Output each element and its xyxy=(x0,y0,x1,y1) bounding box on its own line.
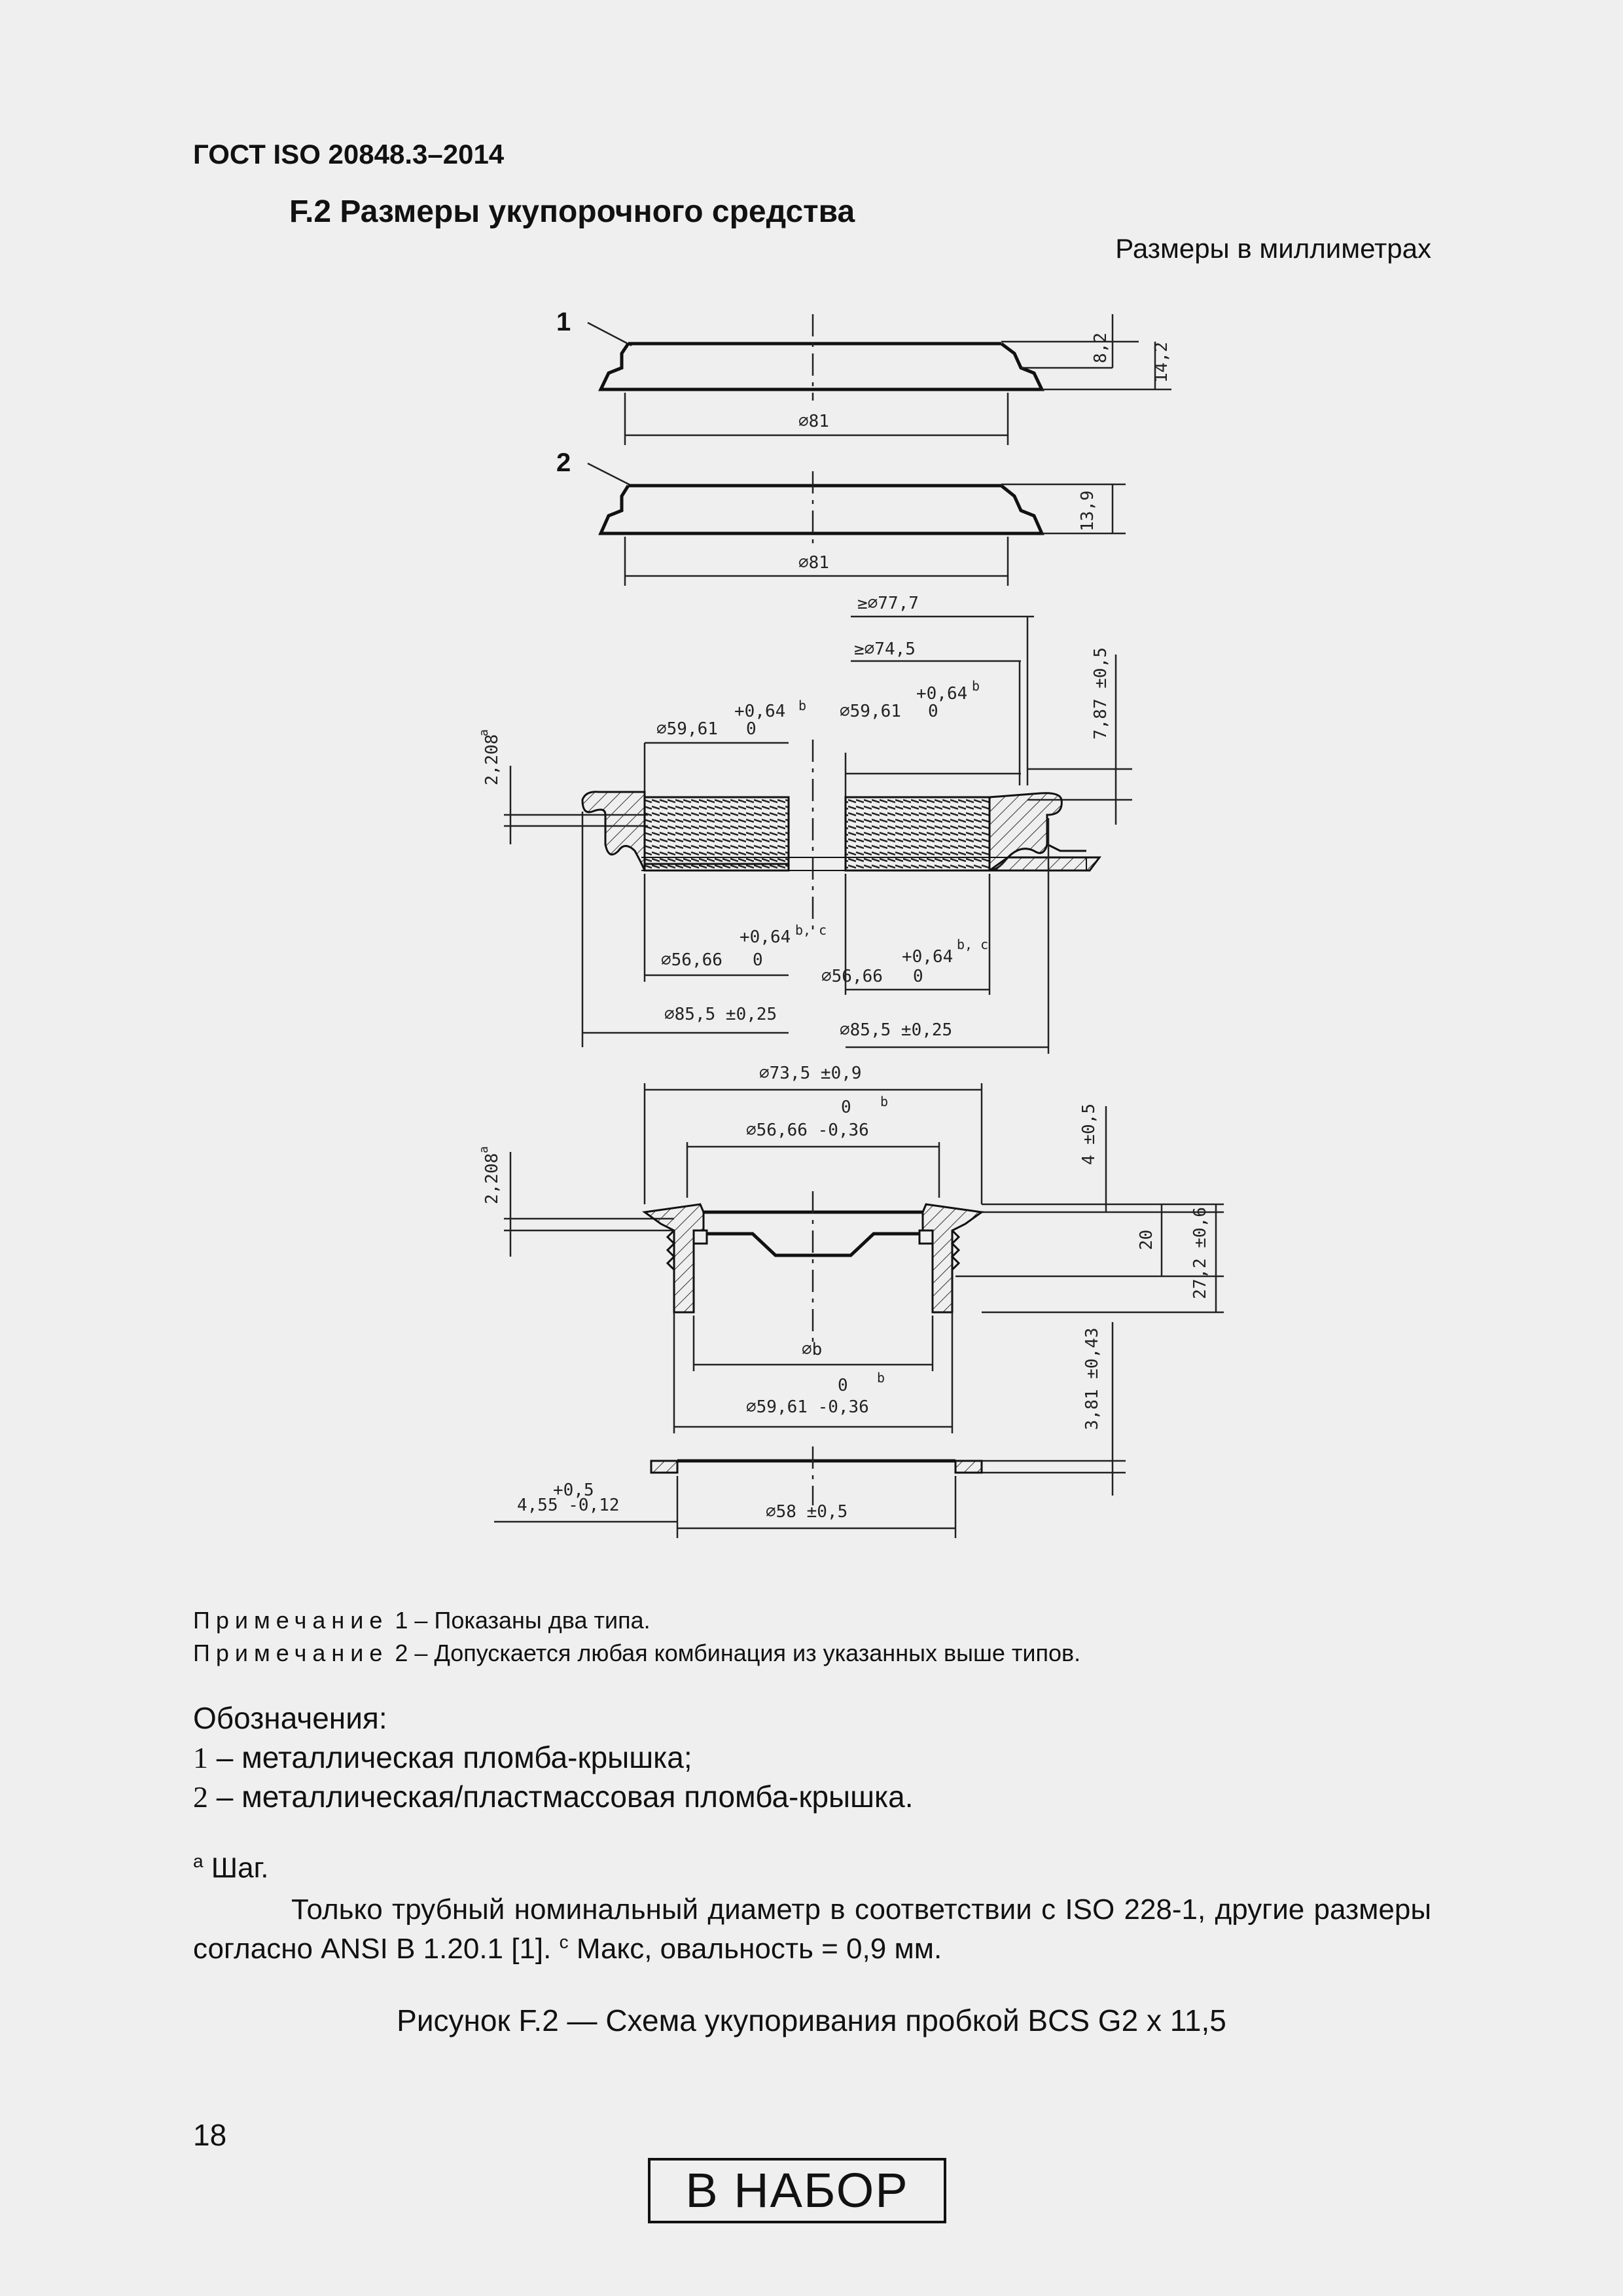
svg-text:b, c: b, c xyxy=(957,937,989,952)
svg-text:b, c: b, c xyxy=(795,922,827,938)
footnote-body: Только трубный номинальный диаметр в соответствии с ISO 228-1, другие размеры согласно ANSI B 1.20.1 [1]. $^c$ Макс, овальность = 0,9 мм. xyxy=(193,1893,1431,1965)
dim-d81-b: ⌀81 xyxy=(798,553,829,573)
page-number: 18 xyxy=(193,2118,227,2152)
dim-d56-66-left-tol: +0,64 xyxy=(740,927,791,947)
dim-4-55: 4,55 -0,12 xyxy=(517,1496,620,1515)
dim-7-87: 7,87 ±0,5 xyxy=(1091,647,1111,740)
dim-d81-a: ⌀81 xyxy=(798,412,829,431)
dim-d56-66-right: ⌀56,66 xyxy=(821,967,883,986)
svg-text:0: 0 xyxy=(841,1098,851,1117)
svg-text:b: b xyxy=(877,1370,885,1386)
closure-left-section xyxy=(645,1204,704,1312)
units-note: Размеры в миллиметрах xyxy=(1115,233,1431,264)
svg-text:0: 0 xyxy=(913,967,923,986)
dim-pitch-lower: 2,208 xyxy=(482,1153,502,1204)
cap-1-outline xyxy=(601,344,1042,389)
svg-text:b: b xyxy=(798,698,807,713)
callout-1-leader xyxy=(588,323,632,346)
svg-text:0: 0 xyxy=(838,1376,848,1395)
dim-d59-61-left-tol: +0,64 xyxy=(734,702,786,721)
svg-text:a: a xyxy=(477,1146,491,1153)
dim-d56-66-left: ⌀56,66 xyxy=(661,950,722,970)
dim-8-2: 8,2 xyxy=(1091,332,1111,363)
dim-pitch-upper: 2,208 xyxy=(482,734,502,785)
dim-d56-66-lower: ⌀56,66 -0,36 xyxy=(746,1121,869,1140)
legend-item-2: 2 – металлическая/пластмассовая пломба-крышка. xyxy=(193,1780,914,1814)
dim-27-2: 27,2 ±0,6 xyxy=(1190,1207,1210,1299)
dim-d85-5-right: ⌀85,5 ±0,25 xyxy=(840,1020,953,1040)
dim-20: 20 xyxy=(1137,1229,1156,1250)
svg-text:0: 0 xyxy=(746,719,757,739)
dim-13-9: 13,9 xyxy=(1078,490,1097,531)
gasket-left xyxy=(651,1461,677,1473)
dim-d59-61-left: ⌀59,61 xyxy=(656,719,718,739)
dim-d58: ⌀58 ±0,5 xyxy=(766,1502,848,1522)
dim-db: ⌀b xyxy=(802,1340,823,1359)
svg-text:a: a xyxy=(477,729,491,736)
svg-text:0: 0 xyxy=(928,702,938,721)
callout-2: 2 xyxy=(556,448,571,477)
dim-3-81: 3,81 ±0,43 xyxy=(1082,1327,1102,1430)
legend-item-1: 1 – металлическая пломба-крышка; xyxy=(193,1740,692,1774)
dim-d59-61-right: ⌀59,61 xyxy=(840,702,901,721)
footnote-a: $^a$ Шаг. xyxy=(193,1851,269,1884)
svg-text:b: b xyxy=(972,678,980,694)
gasket-right xyxy=(955,1461,982,1473)
svg-text:0: 0 xyxy=(753,950,763,970)
dim-d73-5: ⌀73,5 ±0,9 xyxy=(759,1064,862,1083)
dim-4: 4 ±0,5 xyxy=(1079,1103,1099,1165)
dim-d74-5: ≥⌀74,5 xyxy=(854,639,916,659)
svg-text:b: b xyxy=(880,1094,889,1109)
note-2: Примечание 2 – Допускается любая комбинация из указанных выше типов. xyxy=(193,1640,1081,1666)
dim-d59-61-right-tol: +0,64 xyxy=(916,684,968,704)
dim-d56-66-right-tol: +0,64 xyxy=(902,947,954,967)
stamp: В НАБОР xyxy=(648,2158,946,2223)
dim-d59-61-lower: ⌀59,61 -0,36 xyxy=(746,1397,869,1417)
dim-d77-7: ≥⌀77,7 xyxy=(857,594,919,613)
document-header: ГОСТ ISO 20848.3–2014 xyxy=(193,139,505,170)
figure-caption: Рисунок F.2 — Схема укупоривания пробкой BCS G2 x 11,5 xyxy=(397,2003,1226,2037)
legend-title: Обозначения: xyxy=(193,1701,387,1735)
dim-14-2: 14,2 xyxy=(1152,342,1171,383)
callout-1: 1 xyxy=(556,308,571,336)
section-title: F.2 Размеры укупорочного средства xyxy=(289,194,855,229)
thread-left xyxy=(645,797,789,870)
note-1: Примечание 1 – Показаны два типа. xyxy=(193,1607,651,1634)
neck-left-wall xyxy=(582,792,645,870)
cap-2-outline xyxy=(601,486,1042,533)
closure-right-section xyxy=(923,1204,982,1312)
thread-right xyxy=(846,797,990,870)
svg-text:+0,5: +0,5 xyxy=(553,1480,594,1500)
dim-d85-5-left: ⌀85,5 ±0,25 xyxy=(664,1005,777,1024)
callout-2-leader xyxy=(588,463,632,486)
